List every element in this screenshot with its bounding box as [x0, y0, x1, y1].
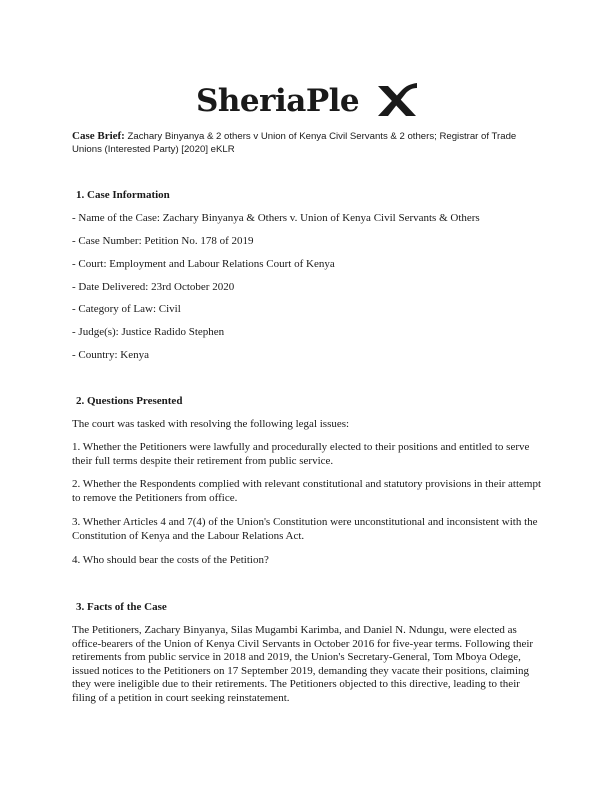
- case-info-number: - Case Number: Petition No. 178 of 2019: [72, 235, 254, 247]
- case-brief-label: Case Brief:: [72, 130, 125, 142]
- case-info-heading: 1. Case Information: [76, 189, 170, 201]
- case-info-name: - Name of the Case: Zachary Binyanya & Others v. Union of Kenya Civil Servants & Others: [72, 212, 480, 224]
- case-info-country: - Country: Kenya: [72, 349, 149, 361]
- question-4: 4. Who should bear the costs of the Petition?: [72, 554, 269, 566]
- facts-heading: 3. Facts of the Case: [76, 601, 167, 613]
- logo-text: SheriaPle: [196, 83, 360, 119]
- case-info-judges: - Judge(s): Justice Radido Stephen: [72, 326, 225, 338]
- case-info-court: - Court: Employment and Labour Relations Court of Kenya: [72, 258, 335, 270]
- questions-intro: The court was tasked with resolving the following legal issues:: [72, 418, 350, 430]
- case-info-category: - Category of Law: Civil: [72, 303, 181, 315]
- question-2: 2. Whether the Respondents complied with relevant constitutional and statutory provisions in their attempt to remove the Petitioners from office.: [72, 478, 542, 504]
- questions-heading: 2. Questions Presented: [76, 395, 183, 407]
- case-brief: [72, 130, 542, 156]
- case-info-date: - Date Delivered: 23rd October 2020: [72, 281, 235, 293]
- x-letter-mark-icon: [376, 80, 418, 120]
- sheriaplex-logo: [196, 78, 418, 124]
- question-3: 3. Whether Articles 4 and 7(4) of the Union's Constitution were unconstitutional and inconsistent with the Constitution of Kenya and the Labour Relations Act.: [72, 516, 538, 542]
- facts-paragraph: The Petitioners, Zachary Binyanya, Silas Mugambi Karimba, and Daniel N. Ndungu, were elected as office-bearers of the Union of Kenya Civil Servants in October 2016 for five-year terms. Following their retirements from public service in 2018 and 2019, the Union's Secretary-General, Tom Mboya Odege, issued notices to the Petitioners on 17 September 2019, demanding they vacate their positions, claiming they were ineligible due to their retirements. The Petitioners objected to this directive, leading to their filing of a petition in court seeking reinstatement.: [72, 624, 534, 704]
- question-1: 1. Whether the Petitioners were lawfully and procedurally elected to their positions and entitled to serve their full terms despite their retirement from public service.: [72, 441, 530, 467]
- case-brief-text: Zachary Binyanya & 2 others v Union of Kenya Civil Servants & 2 others; Registrar of Trade Unions (Interested Party) [2020] eKLR: [72, 131, 517, 155]
